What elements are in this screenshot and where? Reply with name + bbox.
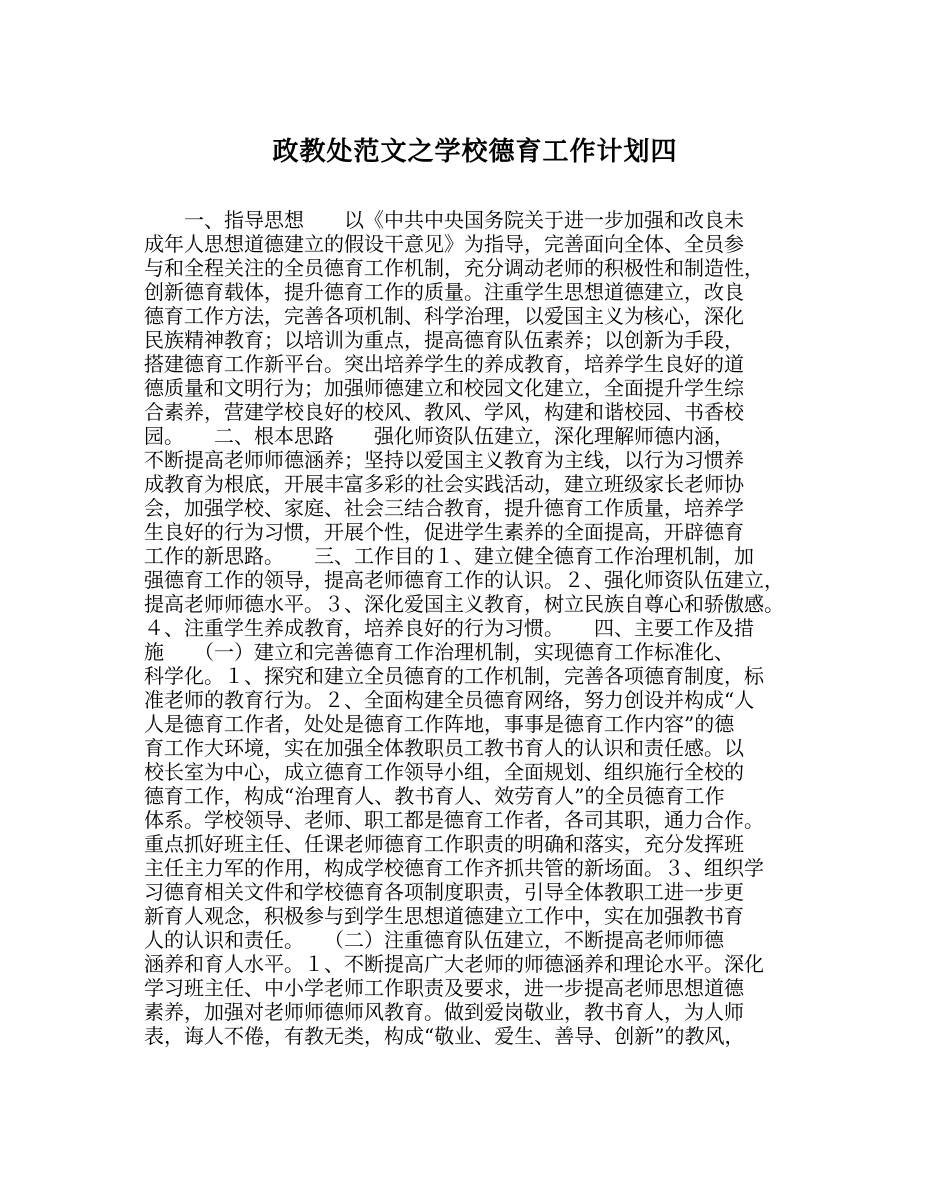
body-text-line: 人是德育工作者，处处是德育工作阵地，事事是德育工作内容”的德 <box>144 712 735 736</box>
body-text-line: 会，加强学校、家庭、社会三结合教育，提升德育工作质量，培养学 <box>144 496 744 520</box>
body-text-line: ４、注重学生养成教育，培养良好的行为习惯。 四、主要工作及措 <box>144 616 754 640</box>
document-body <box>144 208 814 1048</box>
body-text-line: 民族精神教育；以培训为重点，提高德育队伍素养；以创新为手段， <box>144 328 744 352</box>
body-text-line: 准老师的教育行为。２、全面构建全员德育网络，努力创设并构成“人 <box>144 688 755 712</box>
body-text-line: 校长室为中心，成立德育工作领导小组，全面规划、组织施行全校的 <box>144 760 744 784</box>
body-text-line: 不断提高老师师德涵养；坚持以爱国主义教育为主线，以行为习惯养 <box>144 448 744 472</box>
body-text-line: 园。 二、根本思路 强化师资队伍建立，深化理解师德内涵， <box>144 424 734 448</box>
body-text-line: 体系。学校领导、老师、职工都是德育工作者，各司其职，通力合作。 <box>144 808 764 832</box>
body-text-line: 德育工作，构成“治理育人、教书育人、效劳育人”的全员德育工作 <box>144 784 725 808</box>
body-text-line: 涵养和育人水平。１、不断提高广大老师的师德涵养和理论水平。深化 <box>144 952 764 976</box>
body-text-line: 施 （一）建立和完善德育工作治理机制，实现德育工作标准化、 <box>144 640 734 664</box>
body-text-line: 一、指导思想 以《中共中央国务院关于进一步加强和改良未 <box>144 208 744 232</box>
body-text-line: 学习班主任、中小学老师工作职责及要求，进一步提高老师思想道德 <box>144 976 744 1000</box>
body-text-line: 科学化。１、探究和建立全员德育的工作机制，完善各项德育制度，标 <box>144 664 764 688</box>
body-text-line: 与和全程关注的全员德育工作机制，充分调动老师的积极性和制造性， <box>144 256 764 280</box>
body-text-line: 表，诲人不倦，有教无类，构成“敬业、爱生、善导、创新”的教风， <box>144 1024 745 1048</box>
body-text-line: 搭建德育工作新平台。突出培养学生的养成教育，培养学生良好的道 <box>144 352 744 376</box>
body-text-line: 德育工作方法，完善各项机制、科学治理，以爱国主义为核心，深化 <box>144 304 744 328</box>
document-title: 政教处范文之学校德育工作计划四 <box>272 137 678 167</box>
body-text-line: 生良好的行为习惯，开展个性，促进学生素养的全面提高，开辟德育 <box>144 520 744 544</box>
body-text-line: 新育人观念，积极参与到学生思想道德建立工作中，实在加强教书育 <box>144 904 744 928</box>
body-text-line: 创新德育载体，提升德育工作的质量。注重学生思想道德建立，改良 <box>144 280 744 304</box>
body-text-line: 工作的新思路。 三、工作目的１、建立健全德育工作治理机制，加 <box>144 544 754 568</box>
body-text-line: 重点抓好班主任、任课老师德育工作职责的明确和落实，充分发挥班 <box>144 832 744 856</box>
body-text-line: 德质量和文明行为；加强师德建立和校园文化建立，全面提升学生综 <box>144 376 744 400</box>
body-text-line: 强德育工作的领导，提高老师德育工作的认识。２、强化师资队伍建立， <box>144 568 784 592</box>
body-text-line: 成教育为根底，开展丰富多彩的社会实践活动，建立班级家长老师协 <box>144 472 744 496</box>
body-text-line: 育工作大环境，实在加强全体教职员工教书育人的认识和责任感。以 <box>144 736 744 760</box>
body-text-line: 人的认识和责任。 （二）注重德育队伍建立，不断提高老师师德 <box>144 928 724 952</box>
body-text-line: 素养，加强对老师师德师风教育。做到爱岗敬业，教书育人，为人师 <box>144 1000 744 1024</box>
body-text-line: 合素养，营建学校良好的校风、教风、学风，构建和谐校园、书香校 <box>144 400 744 424</box>
body-text-line: 主任主力军的作用，构成学校德育工作齐抓共管的新场面。３、组织学 <box>144 856 764 880</box>
body-text-line: 成年人思想道德建立的假设干意见》为指导，完善面向全体、全员参 <box>144 232 744 256</box>
body-text-line: 提高老师师德水平。３、深化爱国主义教育，树立民族自尊心和骄傲感。 <box>144 592 784 616</box>
body-text-line: 习德育相关文件和学校德育各项制度职责，引导全体教职工进一步更 <box>144 880 744 904</box>
